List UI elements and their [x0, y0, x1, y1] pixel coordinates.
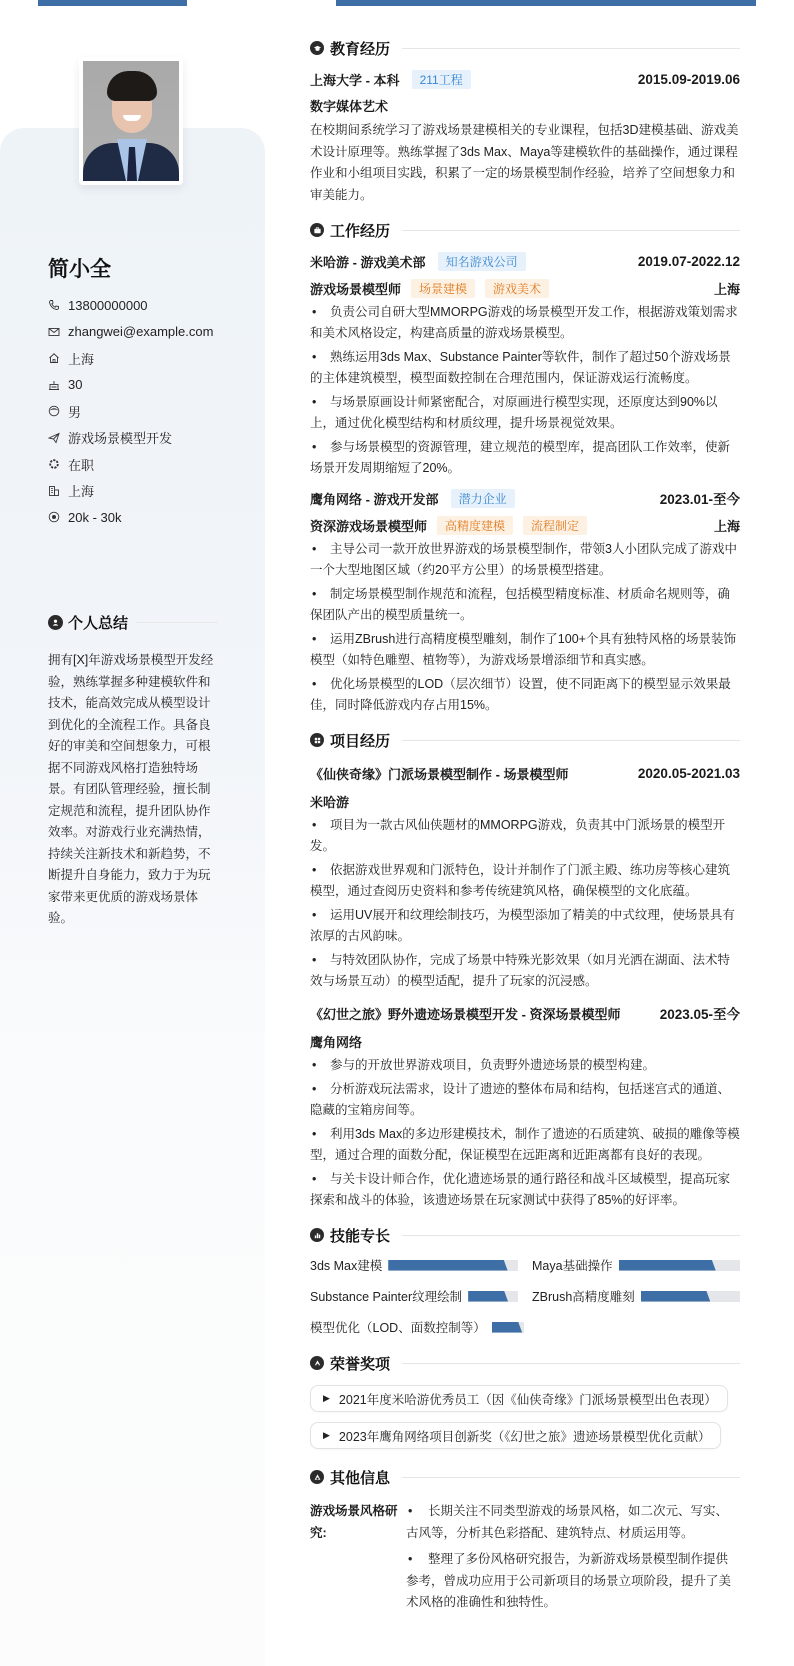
main-content	[310, 38, 740, 1619]
projects-section-header: 项目经历	[310, 730, 740, 750]
job-role: 游戏场景模型师	[310, 281, 402, 297]
divider	[402, 48, 740, 49]
bar-chart-icon	[310, 1228, 324, 1242]
company-tag: 潜力企业	[451, 489, 515, 508]
award-item[interactable]: ▶ 2023年鹰角网络项目创新奖（《幻世之旅》遗迹场景模型优化贡献）	[310, 1422, 721, 1449]
project-bullets	[310, 1055, 740, 1211]
list-item: • 项目为一款古风仙侠题材的MMORPG游戏，负责其中门派场景的模型开发。	[310, 815, 740, 857]
skill-bar	[619, 1260, 740, 1271]
divider	[402, 1235, 740, 1236]
other-section	[310, 1467, 740, 1619]
list-item: • 与场景原画设计师紧密配合，对原画进行模型实现，还原度达到90%以上，通过优化模型结构和材质纹理，提升场景视觉效果。	[310, 392, 740, 434]
project-name: 《幻世之旅》野外遗迹场景模型开发 - 资深场景模型师	[310, 1006, 621, 1022]
project-name: 《仙侠奇缘》门派场景模型制作 - 场景模型师	[310, 766, 569, 782]
skill-bar	[388, 1260, 518, 1271]
divider	[402, 740, 740, 741]
divider	[136, 622, 218, 623]
other-label: 游戏场景风格研究:	[310, 1504, 398, 1540]
status-icon	[48, 458, 60, 470]
work-section-header: 工作经历	[310, 220, 740, 240]
list-item: • 制定场景模型制作规范和流程，包括模型精度标准、材质命名规则等，确保团队产出的模型质量统一。	[310, 584, 740, 626]
projects-section	[310, 730, 740, 1211]
job-bullets	[310, 302, 740, 479]
project-item	[310, 1002, 740, 1211]
grid-icon	[310, 733, 324, 747]
graduation-cap-icon	[310, 41, 324, 55]
list-item: • 整理了多份风格研究报告，为新游戏场景模型制作提供参考，曾成功应用于公司新项目的场景立项阶段，提升了美术风格的准确性和独特性。	[406, 1549, 740, 1614]
info-target-position: 游戏场景模型开发	[48, 425, 213, 452]
profile-photo	[83, 61, 179, 181]
education-date: 2015.09-2019.06	[637, 71, 740, 87]
company-name: 米哈游 - 游戏美术部	[310, 254, 426, 270]
divider	[402, 1477, 740, 1478]
info-status: 在职	[48, 451, 213, 478]
info-salary: 20k - 30k	[48, 504, 213, 531]
role-tag: 高精度建模	[437, 516, 513, 535]
list-item: • 负责公司自研大型MMORPG游戏的场景模型开发工作，根据游戏策划需求和美术风格设定，构建高质量的游戏场景模型。	[310, 302, 740, 344]
job-role: 资深游戏场景模型师	[310, 518, 428, 534]
send-icon	[48, 432, 60, 444]
list-item: • 运用UV展开和纹理绘制技巧，为模型添加了精美的中式纹理，使场景具有浓厚的古风韵味。	[310, 905, 740, 947]
major: 数字媒体艺术	[310, 98, 389, 114]
job-location: 上海	[713, 281, 740, 297]
user-icon	[48, 615, 63, 630]
other-section-header: 其他信息	[310, 1467, 740, 1487]
education-description: 在校期间系统学习了游戏场景建模相关的专业课程，包括3D建模基础、游戏美术设计原理等。熟练掌握了3ds Max、Maya等建模软件的基础操作，通过课程作业和小组项目实践，积累了一定的场景模型制作经验，培养了空间想象力和审美能力。	[310, 123, 739, 202]
education-row	[310, 68, 740, 90]
list-item: • 参与的开放世界游戏项目，负责野外遗迹场景的模型构建。	[310, 1055, 740, 1076]
school-name: 上海大学 - 本科	[310, 72, 400, 88]
skills-grid	[310, 1255, 740, 1337]
trophy-icon	[310, 1356, 324, 1370]
info-gender: 男	[48, 398, 213, 425]
list-item: • 长期关注不同类型游戏的场景风格，如二次元、写实、古风等，分析其色彩搭配、建筑特点、材质运用等。	[406, 1501, 740, 1544]
star-icon	[310, 1470, 324, 1484]
awards-section	[310, 1353, 740, 1459]
role-tag: 游戏美术	[485, 279, 549, 298]
briefcase-icon	[310, 223, 324, 237]
job-location: 上海	[713, 518, 740, 534]
list-item: • 与特效团队协作，完成了场景中特殊光影效果（如月光洒在湖面、法术特效与场景互动）的模型适配，提升了玩家的沉浸感。	[310, 950, 740, 992]
divider	[402, 1363, 740, 1364]
list-item: • 运用ZBrush进行高精度模型雕刻，制作了100+个具有独特风格的场景装饰模型（如特色雕塑、植物等），为游戏场景增添细节和真实感。	[310, 629, 740, 671]
candidate-name: 简小全	[48, 258, 111, 281]
awards-section-header: 荣誉奖项	[310, 1353, 740, 1373]
divider	[402, 230, 740, 231]
top-accent-bar-right	[336, 0, 756, 6]
home-icon	[48, 352, 60, 364]
work-section	[310, 220, 740, 716]
skill-item: ZBrush高精度雕刻	[532, 1286, 740, 1306]
job-date: 2023.01-至今	[659, 492, 740, 507]
phone-icon	[48, 299, 60, 311]
info-city: 上海	[48, 478, 213, 505]
salary-icon	[48, 511, 60, 523]
list-item: • 优化场景模型的LOD（层次细节）设置，使不同距离下的模型显示效果最佳，同时降低游戏内存占用15%。	[310, 674, 740, 716]
skill-item: Maya基础操作	[532, 1255, 740, 1275]
caret-right-icon: ▶	[323, 1430, 330, 1440]
gender-icon	[48, 405, 60, 417]
role-tag: 流程制定	[523, 516, 587, 535]
caret-right-icon: ▶	[323, 1393, 330, 1403]
list-item: • 主导公司一款开放世界游戏的场景模型制作，带领3人小团队完成了游戏中一个大型地图区域（约20平方公里）的场景模型搭建。	[310, 539, 740, 581]
job-item	[310, 487, 740, 716]
summary-text: 拥有[X]年游戏场景模型开发经验，熟练掌握多种建模软件和技术，能高效完成从模型设计到优化的全流程工作。具备良好的审美和空间想象力，可根据不同游戏风格打造独特场景。有团队管理经验，擅长制定规范和流程，提升团队协作效率。对游戏行业充满热情，持续关注新技术和新趋势，不断提升自身能力，致力于为玩家带来更优质的游戏场景体验。	[48, 653, 214, 925]
info-phone: 13800000000	[48, 292, 213, 319]
project-date: 2020.05-2021.03	[637, 765, 740, 781]
age-icon	[48, 379, 60, 391]
top-accent-bar-left	[38, 0, 187, 6]
skill-bar	[641, 1291, 740, 1302]
education-section-header: 教育经历	[310, 38, 740, 58]
info-age: 30	[48, 372, 213, 399]
summary-section-header	[48, 612, 218, 633]
list-item: • 熟练运用3ds Max、Substance Painter等软件，制作了超过50个游戏场景的主体建筑模型，模型面数控制在合理范围内，保证游戏运行流畅度。	[310, 347, 740, 389]
project-bullets	[310, 815, 740, 992]
education-section	[310, 38, 740, 206]
company-tag: 知名游戏公司	[438, 252, 526, 271]
avatar	[79, 57, 183, 185]
list-item: • 分析游戏玩法需求，设计了遗迹的整体布局和结构，包括迷宫式的通道、隐藏的宝箱房间等。	[310, 1079, 740, 1121]
role-tag: 场景建模	[411, 279, 475, 298]
list-item: • 依据游戏世界观和门派特色，设计并制作了门派主殿、练功房等核心建筑模型，通过查阅历史资料和参考传统建筑风格，确保模型的文化底蕴。	[310, 860, 740, 902]
school-tag: 211工程	[412, 70, 471, 89]
job-date: 2019.07-2022.12	[637, 253, 740, 269]
skill-bar	[468, 1291, 518, 1302]
building-icon	[48, 485, 60, 497]
skill-item: 模型优化（LOD、面数控制等）	[310, 1317, 518, 1337]
project-company: 鹰角网络	[310, 1034, 363, 1050]
info-email: zhangwei@example.com	[48, 319, 213, 346]
contact-info-list	[48, 292, 213, 531]
project-item	[310, 762, 740, 992]
skill-item: Substance Painter纹理绘制	[310, 1286, 518, 1306]
summary-title: 个人总结	[68, 615, 129, 632]
skills-section	[310, 1225, 740, 1337]
other-bullets	[406, 1501, 740, 1619]
award-item[interactable]: ▶ 2021年度米哈游优秀员工（因《仙侠奇缘》门派场景模型出色表现）	[310, 1385, 728, 1412]
skill-bar	[492, 1322, 524, 1333]
other-info-row	[310, 1501, 740, 1619]
project-date: 2023.05-至今	[659, 1007, 740, 1022]
job-item	[310, 250, 740, 479]
project-company: 米哈游	[310, 794, 350, 810]
mail-icon	[48, 326, 60, 338]
list-item: • 与关卡设计师合作，优化遗迹场景的通行路径和战斗区域模型，提高玩家探索和战斗的体验，该遗迹场景在玩家测试中获得了85%的好评率。	[310, 1169, 740, 1211]
list-item: • 利用3ds Max的多边形建模技术，制作了遗迹的石质建筑、破损的雕像等模型，通过合理的面数分配，保证模型在远距离和近距离都有良好的表现。	[310, 1124, 740, 1166]
list-item: • 参与场景模型的资源管理，建立规范的模型库，提高团队工作效率，使新场景开发周期缩短了20%。	[310, 437, 740, 479]
job-bullets	[310, 539, 740, 716]
company-name: 鹰角网络 - 游戏开发部	[310, 491, 439, 507]
info-location: 上海	[48, 345, 213, 372]
skill-item: 3ds Max建模	[310, 1255, 518, 1275]
skills-section-header: 技能专长	[310, 1225, 740, 1245]
